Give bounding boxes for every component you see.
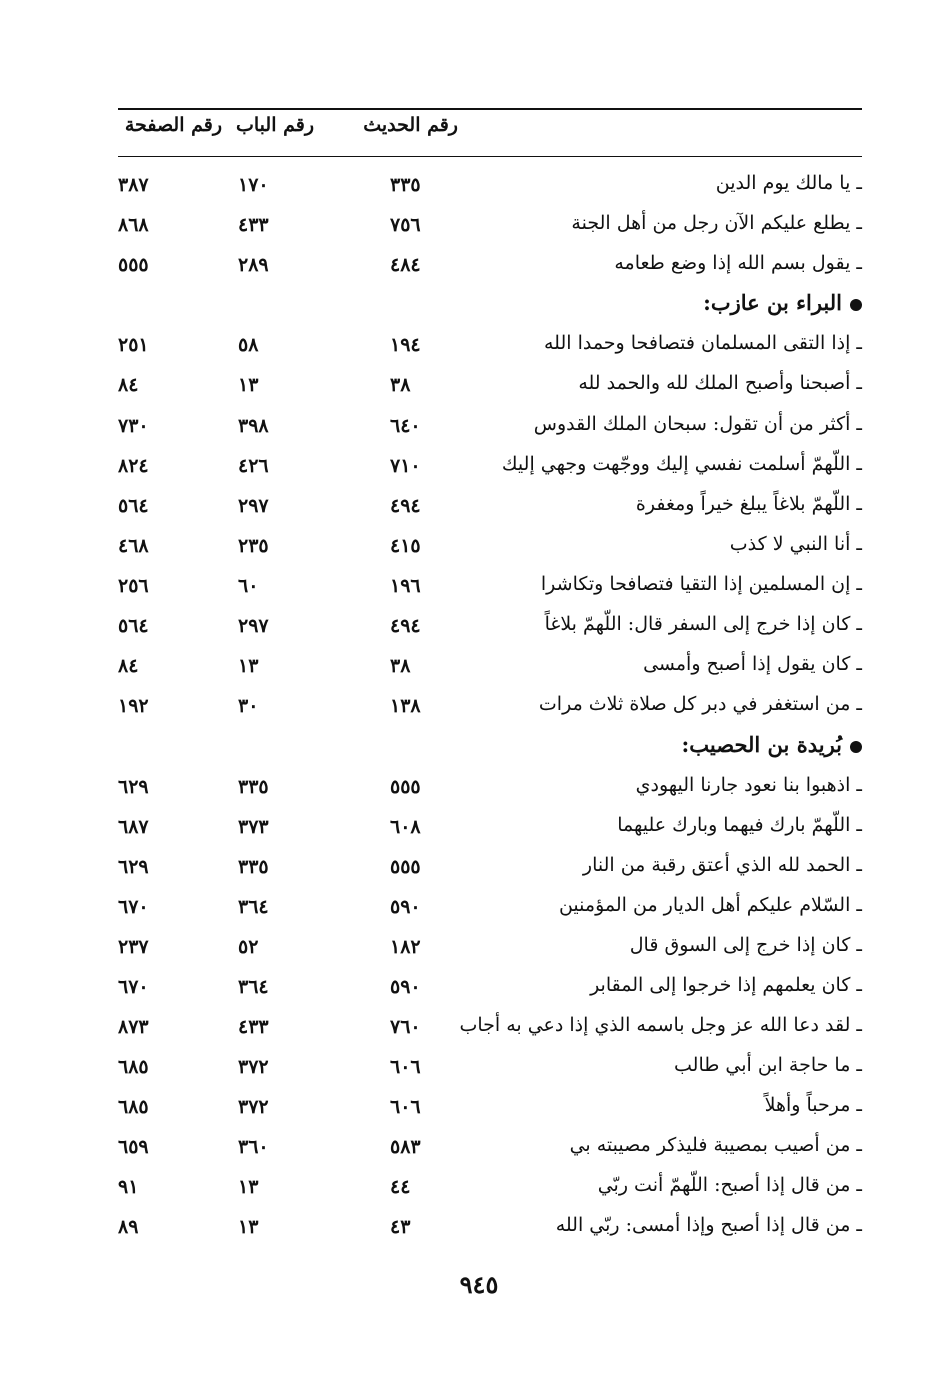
chapter-number: ٤٣٣ bbox=[238, 214, 269, 236]
hadith-text: ـ كان إذا خرج إلى السوق قال bbox=[629, 934, 862, 956]
page-number: ٥٦٤ bbox=[118, 615, 149, 637]
bullet-icon bbox=[850, 741, 862, 753]
chapter-number: ١٣ bbox=[238, 1176, 259, 1198]
hadith-number: ٤٩٤ bbox=[390, 495, 421, 517]
hadith-text: ـ كان يعلمهم إذا خرجوا إلى المقابر bbox=[590, 974, 862, 996]
header-page-number: رقم الصفحة bbox=[124, 114, 222, 136]
index-row bbox=[118, 774, 862, 806]
hadith-text: ـ اذهبوا بنا نعود جارنا اليهودي bbox=[635, 774, 862, 796]
hadith-number: ٦٠٨ bbox=[390, 816, 421, 838]
hadith-number: ٦٤٠ bbox=[390, 415, 421, 437]
hadith-text: ـ من قال إذا أصبح: اللّهمّ أنت ربّي bbox=[597, 1174, 862, 1196]
index-row bbox=[118, 252, 862, 284]
chapter-number: ٢٩٧ bbox=[238, 615, 269, 637]
hadith-text: ـ يا مالك يوم الدين bbox=[715, 172, 862, 194]
hadith-number: ٧١٠ bbox=[390, 455, 421, 477]
index-row bbox=[118, 1014, 862, 1046]
index-row bbox=[118, 493, 862, 525]
page-number: ٦٧٠ bbox=[118, 896, 149, 918]
hadith-text: ـ اللّهمّ بلاغاً يبلغ خيراً ومغفرة bbox=[635, 493, 862, 515]
hadith-number: ٧٥٦ bbox=[390, 214, 421, 236]
page-number: ٦٨٥ bbox=[118, 1056, 149, 1078]
index-row bbox=[118, 814, 862, 846]
index-row bbox=[118, 854, 862, 886]
header-rule bbox=[118, 156, 862, 157]
hadith-number: ٤٨٤ bbox=[390, 254, 421, 276]
chapter-number: ٤٢٦ bbox=[238, 455, 269, 477]
section-title: البراء بن عازب: bbox=[703, 290, 842, 315]
chapter-number: ٣٧٢ bbox=[238, 1096, 269, 1118]
chapter-number: ٣٦٤ bbox=[238, 976, 269, 998]
page-number: ٦٧٠ bbox=[118, 976, 149, 998]
hadith-number: ٣٨ bbox=[390, 374, 411, 396]
chapter-number: ٦٠ bbox=[238, 575, 259, 597]
index-row bbox=[118, 1214, 862, 1246]
hadith-number: ٤١٥ bbox=[390, 535, 421, 557]
hadith-text: ـ إذا التقى المسلمان فتصافحا وحمدا الله bbox=[543, 332, 862, 354]
index-row bbox=[118, 332, 862, 364]
index-row bbox=[118, 1094, 862, 1126]
index-row bbox=[118, 974, 862, 1006]
section-title: بُريدة بن الحصيب: bbox=[681, 732, 842, 757]
section-heading bbox=[703, 290, 862, 315]
page-number: ٨٢٤ bbox=[118, 455, 149, 477]
index-row bbox=[118, 533, 862, 565]
hadith-text: ـ من قال إذا أصبح وإذا أمسى: ربّي الله bbox=[555, 1214, 862, 1236]
chapter-number: ٢٩٧ bbox=[238, 495, 269, 517]
hadith-number: ٣٨ bbox=[390, 655, 411, 677]
index-row bbox=[118, 172, 862, 204]
chapter-number: ٣٩٨ bbox=[238, 415, 269, 437]
header-hadith-number: رقم الحديث bbox=[363, 114, 458, 136]
hadith-number: ٥٩٠ bbox=[390, 976, 421, 998]
index-row bbox=[118, 453, 862, 485]
hadith-number: ٥٥٥ bbox=[390, 776, 421, 798]
hadith-text: ـ أكثر من أن تقول: سبحان الملك القدوس bbox=[533, 413, 862, 435]
page-number: ٥٦٤ bbox=[118, 495, 149, 517]
hadith-number: ١٨٢ bbox=[390, 936, 421, 958]
hadith-text: ـ أنا النبي لا كذب bbox=[729, 533, 862, 555]
hadith-number: ١٣٨ bbox=[390, 695, 421, 717]
page-number: ١٩٢ bbox=[118, 695, 149, 717]
index-row bbox=[118, 372, 862, 404]
page-number: ٨٤ bbox=[118, 655, 139, 677]
chapter-number: ٣٣٥ bbox=[238, 776, 269, 798]
page-number: ٨٧٣ bbox=[118, 1016, 149, 1038]
hadith-text: ـ الحمد لله الذي أعتق رقبة من النار bbox=[582, 854, 862, 876]
chapter-number: ٣٠ bbox=[238, 695, 259, 717]
page-number: ٨٤ bbox=[118, 374, 139, 396]
hadith-text: ـ لقد دعا الله عز وجل باسمه الذي إذا دعي به أجاب bbox=[459, 1014, 862, 1036]
hadith-text: ـ السّلام عليكم أهل الديار من المؤمنين bbox=[558, 894, 862, 916]
chapter-number: ٥٨ bbox=[238, 334, 259, 356]
index-row bbox=[118, 413, 862, 445]
page-number: ٥٥٥ bbox=[118, 254, 149, 276]
chapter-number: ٢٨٩ bbox=[238, 254, 269, 276]
chapter-number: ١٧٠ bbox=[238, 174, 269, 196]
page-number: ٢٥٦ bbox=[118, 575, 149, 597]
section-heading bbox=[682, 732, 862, 757]
chapter-number: ٣٦٠ bbox=[238, 1136, 269, 1158]
hadith-number: ٣٣٥ bbox=[390, 174, 421, 196]
page-number: ٢٥١ bbox=[118, 334, 149, 356]
hadith-number: ٥٩٠ bbox=[390, 896, 421, 918]
chapter-number: ٣٧٣ bbox=[238, 816, 269, 838]
page-number: ٤٦٨ bbox=[118, 535, 149, 557]
hadith-text: ـ كان يقول إذا أصبح وأمسى bbox=[643, 653, 862, 675]
index-row bbox=[118, 1134, 862, 1166]
page-number: ٦٨٧ bbox=[118, 816, 149, 838]
hadith-text: ـ اللّهمّ بارك فيهما وبارك عليهما bbox=[617, 814, 862, 836]
top-rule bbox=[118, 108, 862, 110]
hadith-text: ـ إن المسلمين إذا التقيا فتصافحا وتكاشرا bbox=[540, 573, 862, 595]
page-number: ٨٩ bbox=[118, 1216, 139, 1238]
hadith-text: ـ من أصيب بمصيبة فليذكر مصيبته بي bbox=[569, 1134, 862, 1156]
index-row bbox=[118, 934, 862, 966]
page-number: ٦٨٥ bbox=[118, 1096, 149, 1118]
hadith-text: ـ يقول بسم الله إذا وضع طعامه bbox=[614, 252, 862, 274]
index-row bbox=[118, 573, 862, 605]
chapter-number: ٣٣٥ bbox=[238, 856, 269, 878]
hadith-number: ٧٦٠ bbox=[390, 1016, 421, 1038]
hadith-text: ـ كان إذا خرج إلى السفر قال: اللّهمّ بلاغاً bbox=[544, 613, 862, 635]
page-number: ٦٥٩ bbox=[118, 1136, 149, 1158]
page-number: ٦٢٩ bbox=[118, 776, 149, 798]
hadith-number: ٥٥٥ bbox=[390, 856, 421, 878]
chapter-number: ١٣ bbox=[238, 1216, 259, 1238]
hadith-text: ـ من استغفر في دبر كل صلاة ثلاث مرات bbox=[538, 693, 862, 715]
hadith-number: ٤٣ bbox=[390, 1216, 411, 1238]
hadith-number: ٤٤ bbox=[390, 1176, 411, 1198]
hadith-text: ـ يطلع عليكم الآن رجل من أهل الجنة bbox=[571, 212, 862, 234]
hadith-number: ١٩٦ bbox=[390, 575, 421, 597]
page-number: ٧٣٠ bbox=[118, 415, 149, 437]
hadith-number: ٤٩٤ bbox=[390, 615, 421, 637]
page-number: ٢٣٧ bbox=[118, 936, 149, 958]
index-row bbox=[118, 894, 862, 926]
header-chapter-number: رقم الباب bbox=[236, 114, 314, 136]
page-number: ٩١ bbox=[118, 1176, 139, 1198]
index-row bbox=[118, 613, 862, 645]
index-row bbox=[118, 653, 862, 685]
chapter-number: ٣٦٤ bbox=[238, 896, 269, 918]
hadith-text: ـ اللّهمّ أسلمت نفسي إليك ووجّهت وجهي إليك bbox=[501, 453, 862, 475]
hadith-text: ـ مرحباً وأهلاً bbox=[764, 1094, 862, 1116]
index-row bbox=[118, 693, 862, 725]
chapter-number: ١٣ bbox=[238, 655, 259, 677]
chapter-number: ١٣ bbox=[238, 374, 259, 396]
hadith-text: ـ أصبحنا وأصبح الملك لله والحمد لله bbox=[578, 372, 862, 394]
hadith-number: ٦٠٦ bbox=[390, 1056, 421, 1078]
chapter-number: ٥٢ bbox=[238, 936, 259, 958]
chapter-number: ٢٣٥ bbox=[238, 535, 269, 557]
chapter-number: ٣٧٢ bbox=[238, 1056, 269, 1078]
index-row bbox=[118, 1174, 862, 1206]
bullet-icon bbox=[850, 299, 862, 311]
hadith-number: ٥٨٣ bbox=[390, 1136, 421, 1158]
page-number: ٦٢٩ bbox=[118, 856, 149, 878]
page-number: ٨٦٨ bbox=[118, 214, 149, 236]
hadith-number: ٦٠٦ bbox=[390, 1096, 421, 1118]
index-row bbox=[118, 212, 862, 244]
chapter-number: ٤٣٣ bbox=[238, 1016, 269, 1038]
hadith-text: ـ ما حاجة ابن أبي طالب bbox=[674, 1054, 862, 1076]
page-number: ٣٨٧ bbox=[118, 174, 149, 196]
hadith-number: ١٩٤ bbox=[390, 334, 421, 356]
page-folio: ٩٤٥ bbox=[459, 1270, 499, 1299]
index-row bbox=[118, 1054, 862, 1086]
